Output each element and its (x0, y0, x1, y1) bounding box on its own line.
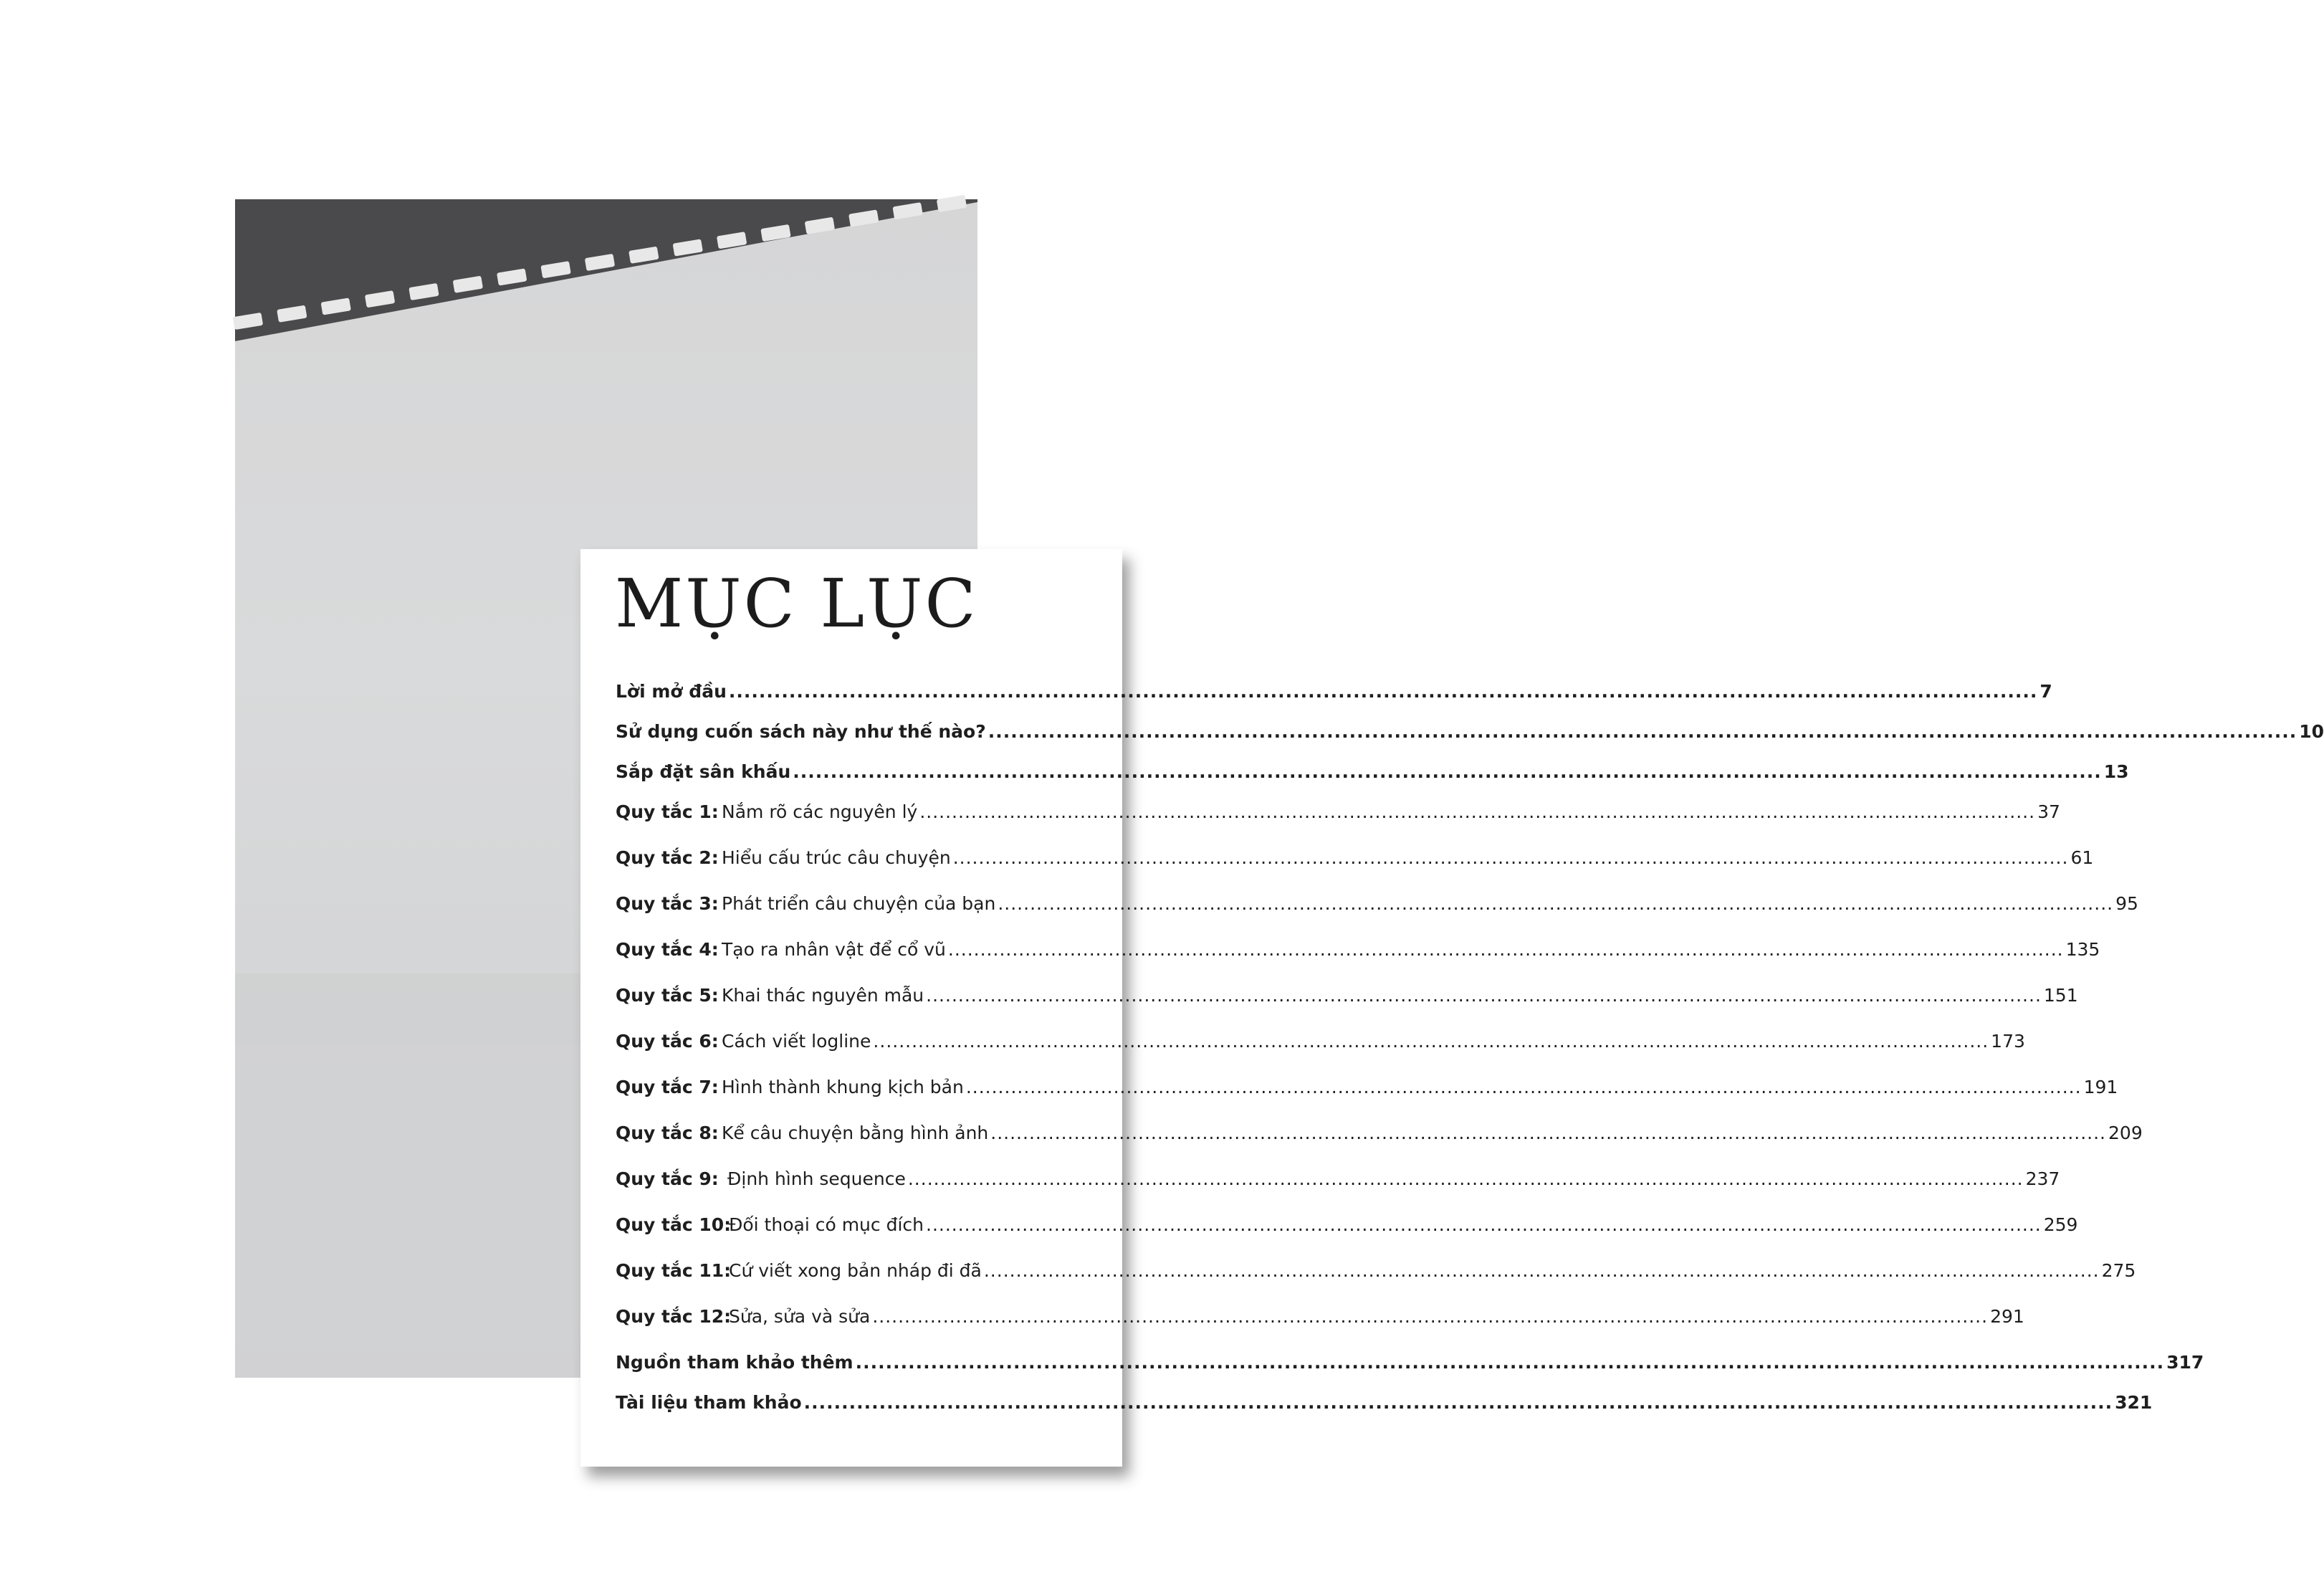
rule-page: 151 (2043, 985, 2078, 1006)
rule-number: Quy tắc 10: (616, 1214, 732, 1235)
rule-number: Quy tắc 7: (616, 1077, 719, 1097)
toc-rule-4[interactable] (616, 939, 2100, 985)
dot-leader (926, 985, 2042, 1006)
toc-entry-label: Nguồn tham khảo thêm (616, 1352, 853, 1373)
dot-leader (856, 1352, 2165, 1373)
rule-title: Hiểu cấu trúc câu chuyện (722, 847, 951, 868)
rule-page: 291 (1990, 1306, 2024, 1327)
toc-entry-page: 317 (2166, 1352, 2204, 1373)
page-title: MỤC LỤC (615, 565, 978, 642)
toc-rule-10[interactable] (616, 1214, 2078, 1260)
toc-rule-1[interactable] (616, 801, 2060, 847)
rule-number: Quy tắc 9: (616, 1168, 719, 1189)
rule-title: Đối thoại có mục đích (729, 1214, 924, 1235)
rule-title: Phát triển câu chuyện của bạn (722, 893, 996, 914)
rule-title: Sửa, sửa và sửa (729, 1306, 871, 1327)
rule-page: 191 (2083, 1077, 2118, 1097)
rule-page: 37 (2037, 801, 2060, 822)
toc-entry-sap-dat-san-khau[interactable] (616, 761, 2129, 801)
rule-page: 209 (2108, 1123, 2143, 1143)
rule-page: 173 (1991, 1031, 2025, 1052)
rule-number: Quy tắc 2: (616, 847, 719, 868)
toc-rule-2[interactable] (616, 847, 2094, 893)
rule-title: Khai thác nguyên mẫu (722, 985, 924, 1006)
rule-number: Quy tắc 3: (616, 893, 719, 914)
toc-entry-label: Sử dụng cuốn sách này như thế nào? (616, 721, 986, 742)
rule-number: Quy tắc 11: (616, 1260, 732, 1281)
rule-page: 237 (2025, 1168, 2060, 1189)
toc-rule-11[interactable] (616, 1260, 2136, 1306)
toc-rule-9[interactable] (616, 1168, 2060, 1214)
toc-rule-3[interactable] (616, 893, 2138, 939)
dot-leader (988, 721, 2297, 742)
rule-page: 95 (2115, 893, 2138, 914)
toc-entry-tai-lieu-tham-khao[interactable] (616, 1392, 2153, 1432)
dot-leader (908, 1168, 2024, 1189)
toc-entry-label: Lời mở đầu (616, 681, 727, 702)
dot-leader (804, 1392, 2113, 1413)
toc-rule-8[interactable] (616, 1123, 2143, 1168)
toc-entry-loi-mo-dau[interactable] (616, 681, 2052, 721)
rule-title: Cách viết logline (722, 1031, 871, 1052)
rule-number: Quy tắc 5: (616, 985, 719, 1006)
toc-entry-page: 13 (2103, 761, 2129, 782)
rule-page: 135 (2065, 939, 2100, 960)
dot-leader (998, 893, 2113, 914)
dot-leader (793, 761, 2102, 782)
toc-entry-label: Sắp đặt sân khấu (616, 761, 791, 782)
toc-card (580, 549, 2324, 1467)
rule-number: Quy tắc 12: (616, 1306, 732, 1327)
rule-number: Quy tắc 6: (616, 1031, 719, 1052)
dot-leader (872, 1306, 1988, 1327)
rule-number: Quy tắc 8: (616, 1123, 719, 1143)
rule-page: 275 (2101, 1260, 2136, 1281)
background-panel (235, 199, 2324, 1413)
rule-title: Tạo ra nhân vật để cổ vũ (722, 939, 946, 960)
rule-title: Nắm rõ các nguyên lý (722, 801, 918, 822)
film-sprocket-hole (937, 195, 967, 212)
dot-leader (926, 1214, 2042, 1235)
toc-rule-7[interactable] (616, 1077, 2118, 1123)
dot-leader (984, 1260, 2100, 1281)
toc-entry-page: 7 (2040, 681, 2052, 702)
toc-rule-6[interactable] (616, 1031, 2025, 1077)
rule-title: Hình thành khung kịch bản (722, 1077, 964, 1097)
toc-rule-5[interactable] (616, 985, 2078, 1031)
dot-leader (729, 681, 2038, 702)
rule-title: Định hình sequence (727, 1168, 906, 1189)
toc-entry-page: 321 (2115, 1392, 2153, 1413)
toc-entry-nguon-tham-khao-them[interactable] (616, 1352, 2204, 1392)
dot-leader (953, 847, 2069, 868)
toc-entry-label: Tài liệu tham khảo (616, 1392, 802, 1413)
rule-number: Quy tắc 1: (616, 801, 719, 822)
rule-title: Kể câu chuyện bằng hình ảnh (722, 1123, 989, 1143)
dot-leader (966, 1077, 2082, 1097)
toc-entry-su-dung-cuon-sach[interactable] (616, 721, 2324, 761)
rule-number: Quy tắc 4: (616, 939, 719, 960)
rule-page: 259 (2043, 1214, 2078, 1235)
toc-list (616, 681, 2324, 1432)
rule-title: Cứ viết xong bản nháp đi đã (729, 1260, 982, 1281)
toc-rule-12[interactable] (616, 1306, 2024, 1352)
toc-entry-page: 10 (2299, 721, 2324, 742)
dot-leader (990, 1123, 2106, 1143)
dot-leader (948, 939, 2064, 960)
rule-page: 61 (2070, 847, 2094, 868)
dot-leader (919, 801, 2035, 822)
dot-leader (873, 1031, 1989, 1052)
